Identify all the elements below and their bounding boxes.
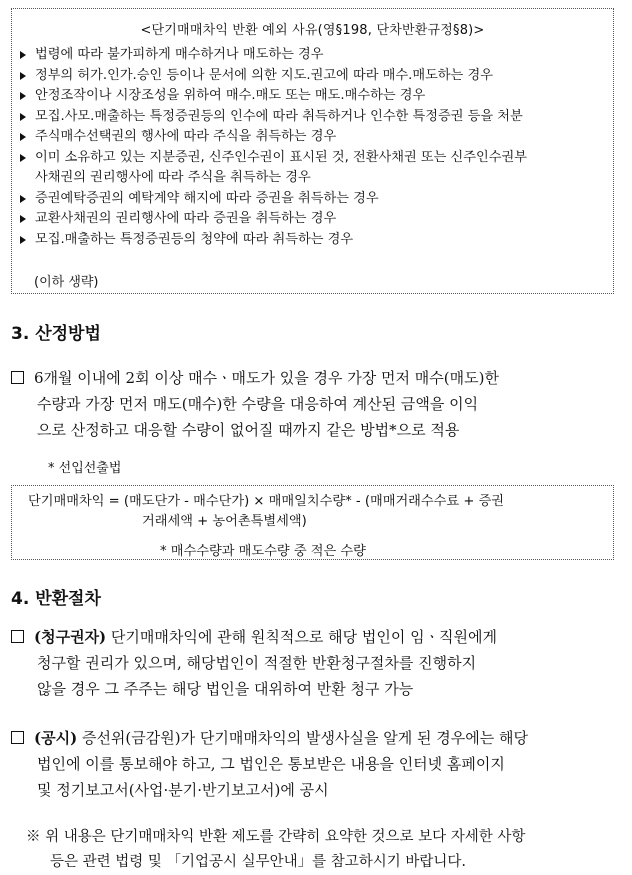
list-item: 법령에 따라 불가피하게 매수하거나 매도하는 경우 bbox=[20, 45, 607, 66]
formula-footnote: * 매수수량과 매도수량 중 적은 수량 bbox=[160, 544, 366, 559]
formula-line-2: 거래세액 + 농어촌특별세액) bbox=[142, 514, 307, 529]
list-item-continuation: 사채권의 권리행사에 따라 주식을 취득하는 경우 bbox=[35, 170, 311, 185]
exception-box bbox=[11, 8, 614, 294]
bullet-triangle-icon bbox=[20, 195, 26, 203]
checkbox-square-icon bbox=[11, 630, 24, 643]
bullet-triangle-icon bbox=[20, 215, 26, 223]
omitted-note: (이하 생략) bbox=[34, 275, 99, 290]
exception-box-title: <단기매매차익 반환 예외 사유(영§198, 단차반환규정§8)> bbox=[140, 23, 485, 38]
list-item: 안정조작이나 시장조성을 위하여 매수.매도 또는 매도.매수하는 경우 bbox=[20, 86, 607, 107]
bullet-triangle-icon bbox=[20, 113, 26, 121]
list-item: 정부의 허가.인가.승인 등이나 문서에 의한 지도.권고에 따라 매수.매도하는 경우 bbox=[20, 66, 607, 87]
footer-note: ※ 위 내용은 단기매매차익 반환 제도를 간략히 요약한 것으로 보다 자세한 사항 등은 관련 법령 및 「기업공시 실무안내」를 참고하시기 바랍니다. bbox=[26, 829, 526, 870]
bullet-triangle-icon bbox=[20, 72, 26, 80]
list-item: 증권예탁증권의 예탁계약 해지에 따라 증권을 취득하는 경우 bbox=[20, 189, 607, 210]
disclosure-paragraph: (공시) 증선위(금감원)가 단기매매차익의 발생사실을 알게 된 경우에는 해당 법인에 이를 통보해야 하고, 그 법인은 통보받은 내용을 인터넷 홈페이지 및 정기보고서(사업·분기·반기보고서)에 공시 bbox=[11, 725, 528, 803]
bullet-triangle-icon bbox=[20, 92, 26, 100]
formula-line-1: 단기매매차익 = (매도단가 - 매수단가) × 매매일치수량* - (매매거래수수료 + 증권 bbox=[28, 494, 505, 509]
exception-list bbox=[20, 45, 607, 250]
list-item: 주식매수선택권의 행사에 따라 주식을 취득하는 경우 bbox=[20, 127, 607, 148]
checkbox-square-icon bbox=[11, 371, 24, 384]
bullet-triangle-icon bbox=[20, 51, 26, 59]
bullet-triangle-icon bbox=[20, 154, 26, 162]
section4-heading: 4. 반환절차 bbox=[11, 589, 101, 609]
list-item: 교환사채권의 권리행사에 따라 증권을 취득하는 경우 bbox=[20, 209, 607, 230]
list-item: 모집.매출하는 특정증권등의 청약에 따라 취득하는 경우 bbox=[20, 230, 607, 251]
section3-paragraph: 6개월 이내에 2회 이상 매수ㆍ매도가 있을 경우 가장 먼저 매수(매도)한 수량과 가장 먼저 매도(매수)한 수량을 대응하여 계산된 금액을 이익 으로 산정하고 대응할 수량이 없어질 때까지 같은 방법*으로 적용 bbox=[11, 365, 499, 443]
bullet-triangle-icon bbox=[20, 236, 26, 244]
formula-box bbox=[11, 485, 614, 560]
claimant-paragraph: (청구권자) 단기매매차익에 관해 원칙적으로 해당 법인이 임ㆍ직원에게 청구할 권리가 있으며, 해당법인이 적절한 반환청구절차를 진행하지 않을 경우 그 주주는 해당 법인을 대위하여 반환 청구 가능 bbox=[11, 624, 497, 702]
bullet-triangle-icon bbox=[20, 133, 26, 141]
checkbox-square-icon bbox=[11, 731, 24, 744]
list-item: 모집.사모.매출하는 특정증권등의 인수에 따라 취득하거나 인수한 특정증권 등을 처분 bbox=[20, 107, 607, 128]
list-item: 이미 소유하고 있는 지분증권, 신주인수권이 표시된 것, 전환사채권 또는 신주인수권부 bbox=[20, 148, 607, 169]
section3-heading: 3. 산정방법 bbox=[11, 324, 101, 344]
fifo-note: * 선입선출법 bbox=[48, 461, 122, 476]
